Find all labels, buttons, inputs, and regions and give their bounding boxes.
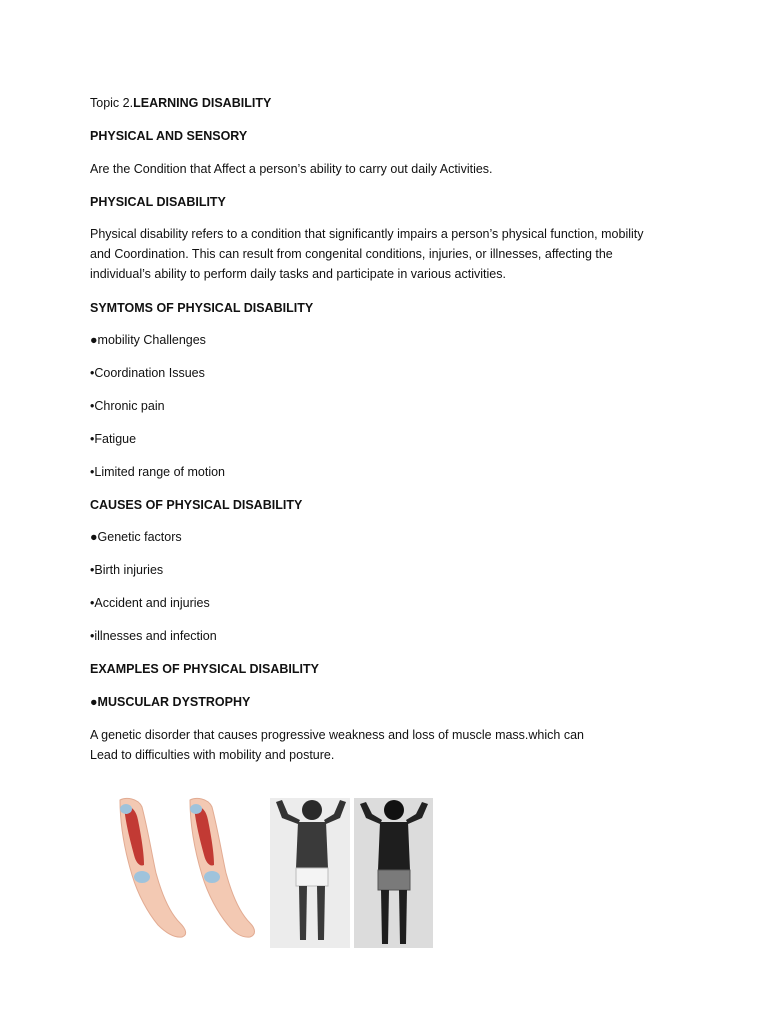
heading-causes: CAUSES OF PHYSICAL DISABILITY <box>90 498 303 512</box>
topic-title: LEARNING DISABILITY <box>133 96 272 110</box>
list-item: •Accident and injuries <box>90 596 210 610</box>
heading-physical-sensory: PHYSICAL AND SENSORY <box>90 129 248 143</box>
list-item: ●mobility Challenges <box>90 333 206 347</box>
patient-back-photo <box>270 798 433 948</box>
example-title: ●MUSCULAR DYSTROPHY <box>90 695 251 709</box>
topic-prefix: Topic 2. <box>90 96 134 110</box>
definition-line-1: Physical disability refers to a condition that significantly impairs a person’s physical function, mobility <box>90 227 644 241</box>
definition-line-3: individual’s ability to perform daily tasks and participate in various activities. <box>90 267 506 281</box>
list-item: •Fatigue <box>90 432 137 446</box>
heading-physical-disability: PHYSICAL DISABILITY <box>90 195 226 209</box>
list-item: •Limited range of motion <box>90 465 226 479</box>
arm-muscle-illustration <box>108 795 258 940</box>
list-item: •Birth injuries <box>90 563 164 577</box>
topic-heading <box>90 93 271 113</box>
list-item: ●Genetic factors <box>90 530 182 544</box>
list-item: •Coordination Issues <box>90 366 205 380</box>
list-item: •Chronic pain <box>90 399 165 413</box>
heading-examples: EXAMPLES OF PHYSICAL DISABILITY <box>90 662 319 676</box>
paragraph-condition: Are the Condition that Affect a person’s ability to carry out daily Activities. <box>90 162 493 176</box>
list-item: •illnesses and infection <box>90 629 217 643</box>
definition-line-2: and Coordination. This can result from congenital conditions, injuries, or illnesses, affecting the <box>90 247 613 261</box>
example-desc-line-2: Lead to difficulties with mobility and posture. <box>90 748 335 762</box>
heading-symptoms: SYMTOMS OF PHYSICAL DISABILITY <box>90 301 314 315</box>
example-desc-line-1: A genetic disorder that causes progressive weakness and loss of muscle mass.which can <box>90 728 584 742</box>
